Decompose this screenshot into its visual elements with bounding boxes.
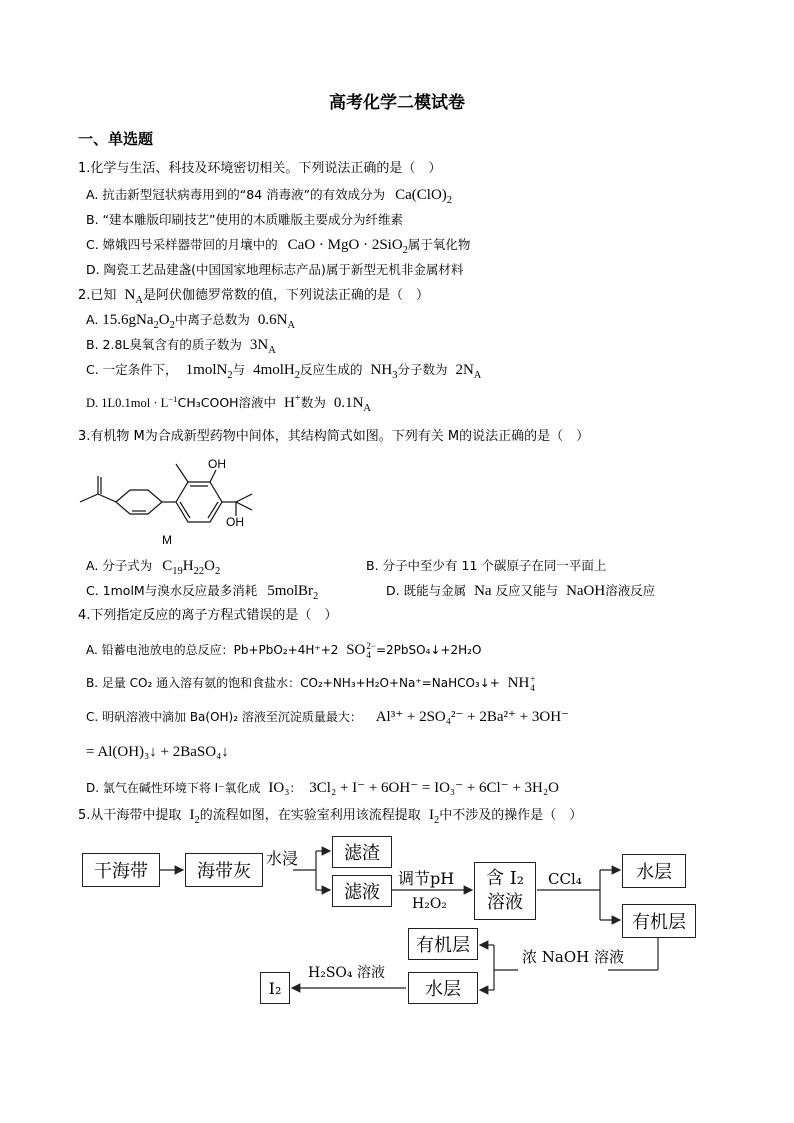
section-heading: 一、单选题 xyxy=(78,130,154,148)
q2-option-c: C. 一定条件下， 1molN$_2$与 4molH$_2$反应生成的 $NH_3$分子数为 $2N_A$ xyxy=(86,362,482,381)
flow-box-iodine: I₂ xyxy=(260,972,290,1004)
q5-stem: 5.从干海带中提取 $I_2$的流程如图，在实验室利用该流程提取 $I_2$中不涉及的操作是（ ） xyxy=(78,807,583,826)
q3-option-b: B. 分子中至少有 11 个碳原子在同一平面上 xyxy=(366,558,607,573)
flow-label-ccl4: CCl₄ xyxy=(548,870,582,888)
q1-option-b: B. “建本雕版印刷技艺”使用的木质雕版主要成分为纤维素 xyxy=(86,212,403,227)
molecule-label: M xyxy=(162,533,172,547)
flow-label-water-soak: 水浸 xyxy=(266,849,299,868)
q4-stem: 4.下列指定反应的离子方程式错误的是（ ） xyxy=(78,608,338,623)
q3-option-d: D. 既能与金属 Na 反应又能与 NaOH溶液反应 xyxy=(386,583,656,599)
flow-label-h2so4: H₂SO₄ 溶液 xyxy=(308,965,385,981)
q4-option-b: B. 足量 CO₂ 通入溶有氨的饱和食盐水：CO₂+NH₃+H₂O+Na⁺=NaHCO₃↓+ NH + 4 xyxy=(86,673,536,693)
q4-option-a: A. 铅蓄电池放电的总反应：Pb+PbO₂+4H⁺+2 SO 2− 4 =2PbSO₄↓+2H₂O xyxy=(86,640,482,660)
flow-box-filtrate: 滤液 xyxy=(332,875,392,907)
flow-box-water-layer-1: 水层 xyxy=(622,854,686,888)
q2-option-a: A. $15.6gNa_2O_2$中离子总数为 $0.6N_A$ xyxy=(86,312,296,331)
flow-box-iodine-solution: 含 I₂ 溶液 xyxy=(474,862,536,920)
flow-box-kelp-ash: 海带灰 xyxy=(185,853,263,887)
q3-stem: 3.有机物 M为合成新型药物中间体，其结构简式如图。下列有关 M的说法正确的是（ ） xyxy=(78,429,590,444)
flow-box-water-layer-2: 水层 xyxy=(408,972,478,1004)
q4-option-c: C. 明矾溶液中滴加 Ba(OH)₂ 溶液至沉淀质量最大： Al³⁺ + 2SO₄²⁻ + 2Ba²⁺ + 3OH⁻ xyxy=(86,709,569,725)
q3-option-a: A. 分子式为 $C_{19}H_{22}O_2$ xyxy=(86,558,221,577)
flow-box-organic-layer-2: 有机层 xyxy=(408,928,478,960)
flow-label-adjust-ph: 调节pH xyxy=(398,869,455,888)
q4-option-d: D. 氯气在碱性环境下将 I⁻氧化成 IO₃： 3Cl₂ + I⁻ + 6OH⁻ = IO₃⁻ + 6Cl⁻ + 3H₂O xyxy=(86,780,559,796)
page-title: 高考化学二模试卷 xyxy=(329,93,465,113)
q1-stem: 1.化学与生活、科技及环境密切相关。下列说法正确的是（ ） xyxy=(78,161,442,176)
flow-box-organic-layer-1: 有机层 xyxy=(622,904,696,938)
flow-box-dry-kelp: 干海带 xyxy=(82,853,160,887)
flow-box-residue: 滤渣 xyxy=(332,836,392,868)
flow-label-h2o2: H₂O₂ xyxy=(412,896,447,912)
q3-option-c: C. 1molM与溴水反应最多消耗 5molBr$_2$ xyxy=(86,583,319,602)
q1-option-c: C. 嫦娥四号采样器带回的月壤中的 CaO · MgO · 2SiO$_2$属于氧化物 xyxy=(86,237,471,256)
q2-option-d: D. $1L0.1mol \cdot L^{-1}CH_3COOH$溶液中 H+数为 $0.1N_A$ xyxy=(86,393,371,414)
q4-option-c-continued: = Al(OH)₃↓ + 2BaSO₄↓ xyxy=(86,744,229,760)
q1-option-d: D. 陶瓷工艺品建盏(中国国家地理标志产品)属于新型无机非金属材料 xyxy=(86,262,464,277)
q2-stem: 2.已知 $N_A$是阿伏伽德罗常数的值，下列说法正确的是（ ） xyxy=(78,287,429,306)
oh-label-top: OH xyxy=(208,457,226,471)
flow-label-naoh: 浓 NaOH 溶液 xyxy=(522,948,624,966)
q2-option-b: B. 2.8L臭氧含有的质子数为 $3N_A$ xyxy=(86,337,276,356)
q1-option-a: A. 抗击新型冠状病毒用到的“84 消毒液”的有效成分为 $Ca(ClO)_2$ xyxy=(86,187,453,206)
oh-label-bottom: OH xyxy=(226,515,244,529)
